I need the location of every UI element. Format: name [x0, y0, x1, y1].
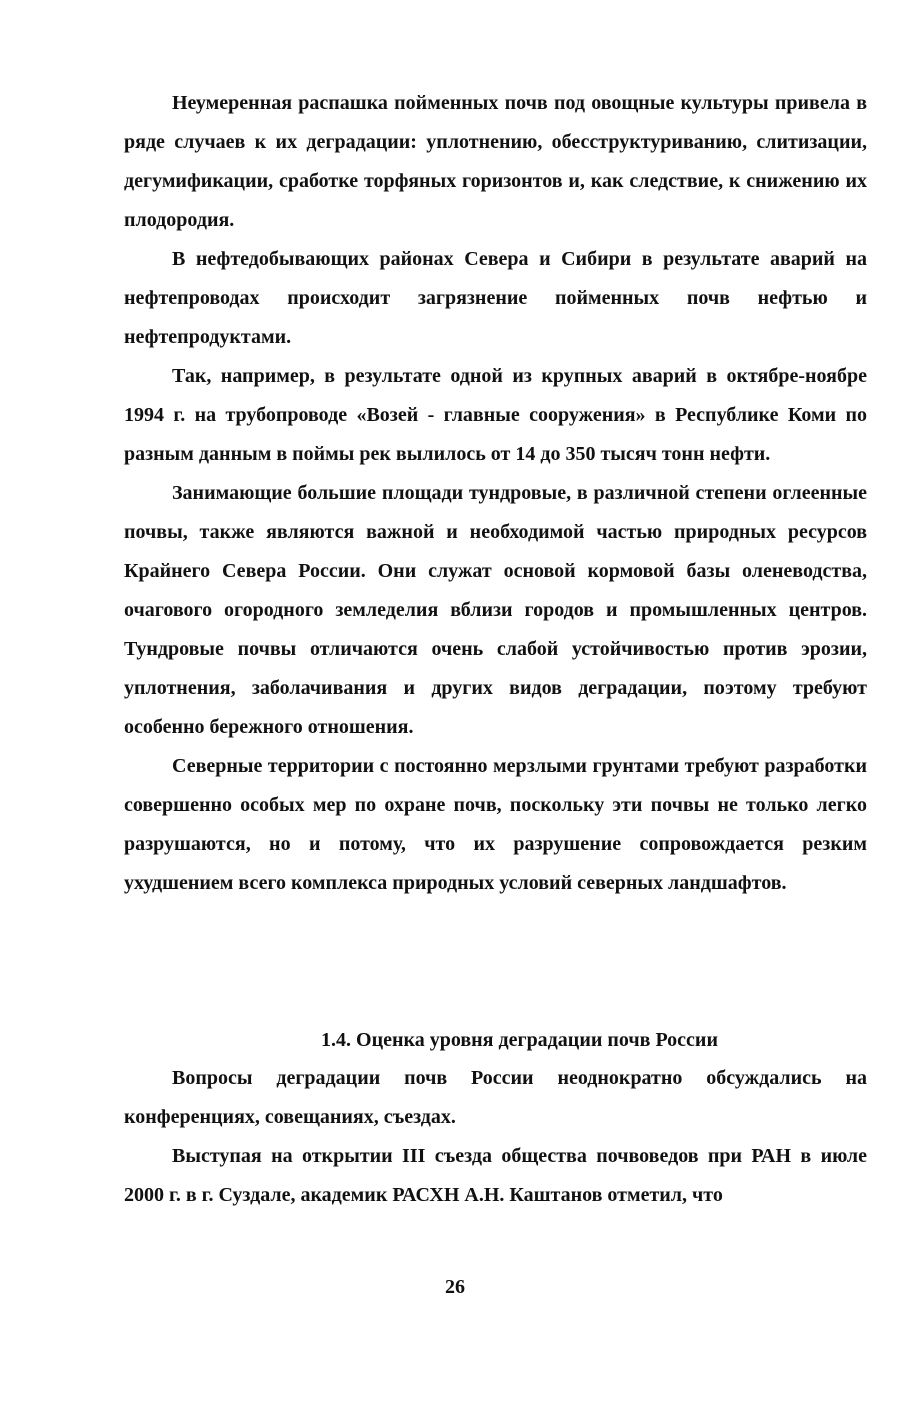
- paragraph-5: Северные территории с постоянно мерзлыми грунтами требуют разработки совершенно особых мер по охране почв, поскольку эти почвы не только легко разрушаются, но и потому, что их разрушение сопровождается резким ухудшением всего комплекса природных условий северных ландшафтов.: [124, 755, 867, 894]
- page-number: 26: [445, 1276, 465, 1298]
- body-text: [124, 84, 867, 903]
- section-text: [124, 1059, 867, 1215]
- paragraph-3: Так, например, в результате одной из крупных аварий в октябре-ноябре 1994 г. на трубопроводе «Возей - главные сооружения» в Республике Коми по разным данным в поймы рек вылилось от 14 до 350 тысяч тонн нефти.: [124, 365, 867, 465]
- paragraph-4: Занимающие большие площади тундровые, в различной степени оглеенные почвы, также являются важной и необходимой частью природных ресурсов Крайнего Севера России. Они служат основой кормовой базы оленеводства, очагового огородного земледелия вблизи городов и промышленных центров. Тундровые почвы отличаются очень слабой устойчивостью против эрозии, уплотнения, заболачивания и других видов деградации, поэтому требуют особенно бережного отношения.: [124, 482, 867, 738]
- section-paragraph-1: Вопросы деградации почв России неоднократно обсуждались на конференциях, совещаниях, съездах.: [124, 1067, 867, 1128]
- section-paragraph-2: Выступая на открытии III съезда общества почвоведов при РАН в июле 2000 г. в г. Суздале, академик РАСХН А.Н. Каштанов отметил, что: [124, 1145, 867, 1206]
- paragraph-1: Неумеренная распашка пойменных почв под овощные культуры привела в ряде случаев к их деградации: уплотнению, обесструктуриванию, слитизации, дегумификации, сработке торфяных горизонтов и, как следствие, к снижению их плодородия.: [124, 92, 867, 231]
- paragraph-2: В нефтедобывающих районах Севера и Сибири в результате аварий на нефтепроводах происходит загрязнение пойменных почв нефтью и нефтепродуктами.: [124, 248, 867, 348]
- section-heading: 1.4. Оценка уровня деградации почв России: [321, 1029, 718, 1051]
